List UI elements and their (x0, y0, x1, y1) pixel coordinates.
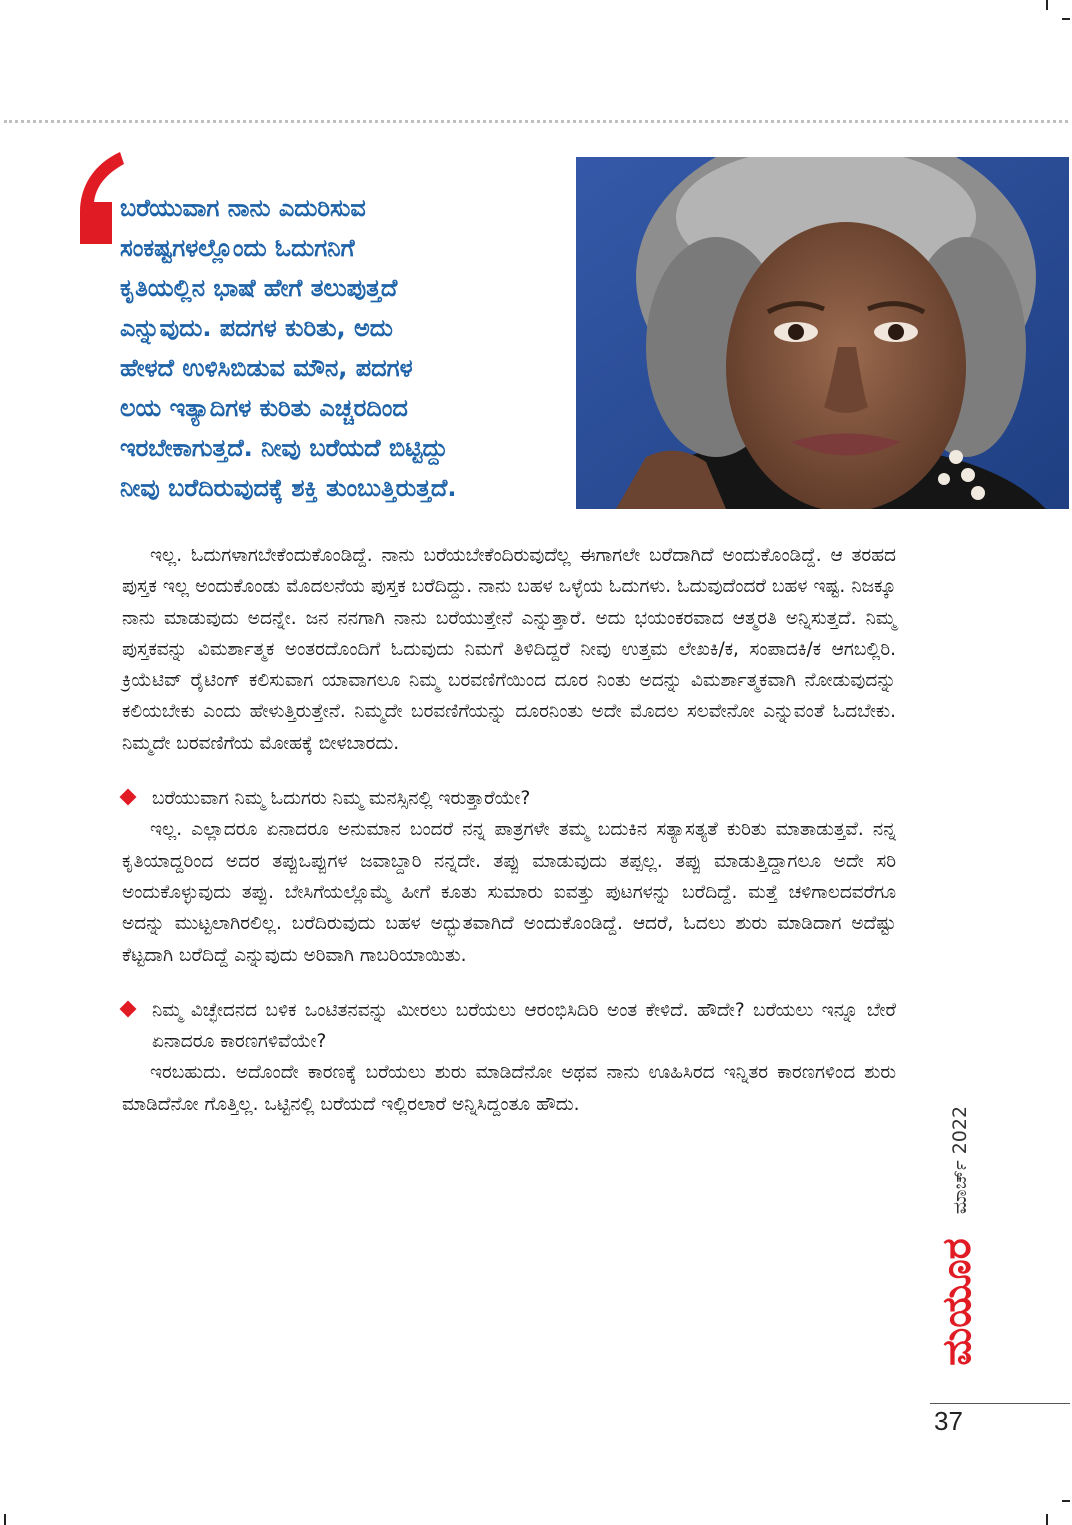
interview-question (122, 995, 896, 1058)
crop-mark (1046, 0, 1048, 10)
pull-quote-line: ಇರಬೇಕಾಗುತ್ತದೆ. ನೀವು ಬರೆಯದೆ ಬಿಟ್ಟಿದ್ದು (120, 434, 448, 462)
page-number: 37 (934, 1406, 963, 1436)
pull-quote-line: ಲಯ ಇತ್ಯಾದಿಗಳ ಕುರಿತು ಎಚ್ಚರದಿಂದ (120, 394, 408, 422)
magazine-name: ಮಯೂರ (934, 1238, 980, 1366)
pull-quote-line: ಕೃತಿಯಲ್ಲಿನ ಭಾಷೆ ಹೇಗೆ ತಲುಪುತ್ತದೆ (120, 274, 398, 302)
article-paragraph: ಇರಬಹುದು. ಅದೊಂದೇ ಕಾರಣಕ್ಕೆ ಬರೆಯಲು ಶುರು ಮಾಡಿದೆನೋ ಅಥವ ನಾನು ಊಹಿಸಿರದ ಇನ್ನಿತರ ಕಾರಣಗಳಿಂದ ಶುರು ಮಾಡಿದೆನೋ ಗೊತ್ತಿಲ್ಲ. ಒಟ್ಟಿನಲ್ಲಿ ಬರೆಯದೆ ಇಲ್ಲಿರಲಾರೆ ಅನ್ನಿಸಿದ್ದಂತೂ ಹೌದು. (122, 1062, 896, 1115)
pull-quote-line: ನೀವು ಬರೆದಿರುವುದಕ್ಕೆ ಶಕ್ತಿ ತುಂಬುತ್ತಿರುತ್ತದೆ. (120, 474, 457, 502)
crop-mark (1062, 18, 1070, 20)
article-body (122, 540, 896, 1120)
pull-quote-line: ಸಂಕಷ್ಟಗಳಲ್ಲೊಂದು ಓದುಗನಿಗೆ (120, 234, 355, 262)
question-text: ನಿಮ್ಮ ವಿಚ್ಛೇದನದ ಬಳಿಕ ಒಂಟಿತನವನ್ನು ಮೀರಲು ಬರೆಯಲು ಆರಂಭಿಸಿದಿರಿ ಅಂತ ಕೇಳಿದೆ. ಹೌದೇ? ಬರೆಯಲು ಇನ್ನೂ ಬೇರೆ ಏನಾದರೂ ಕಾರಣಗಳಿವೆಯೇ? (152, 999, 896, 1053)
issue-date: ಮಾರ್ಚ್ 2022 (949, 1105, 971, 1215)
crop-mark (1046, 1514, 1048, 1525)
pull-quote-line: ಬರೆಯುವಾಗ ನಾನು ಎದುರಿಸುವ (120, 194, 366, 222)
pull-quote-line: ಎನ್ನುವುದು. ಪದಗಳ ಕುರಿತು, ಅದು (120, 314, 393, 342)
author-portrait (576, 157, 1069, 509)
pull-quote-line: ಹೇಳದೆ ಉಳಿಸಿಬಿಡುವ ಮೌನ, ಪದಗಳ (120, 354, 413, 382)
pull-quote (120, 188, 570, 508)
page-number-rule (930, 1403, 1070, 1404)
diamond-bullet-icon (120, 1000, 137, 1017)
crop-mark (1062, 1500, 1070, 1502)
interview-question (122, 783, 896, 814)
question-text: ಬರೆಯುವಾಗ ನಿಮ್ಮ ಓದುಗರು ನಿಮ್ಮ ಮನಸ್ಸಿನಲ್ಲಿ ಇರುತ್ತಾರೆಯೇ? (152, 788, 531, 810)
article-paragraph: ಇಲ್ಲ. ಎಲ್ಲಾದರೂ ಏನಾದರೂ ಅನುಮಾನ ಬಂದರೆ ನನ್ನ ಪಾತ್ರಗಳೇ ತಮ್ಮ ಬದುಕಿನ ಸತ್ಯಾಸತ್ಯತೆ ಕುರಿತು ಮಾತಾಡುತ್ತವೆ. ನನ್ನ ಕೃತಿಯಾದ್ದರಿಂದ ಅದರ ತಪ್ಪುಒಪ್ಪುಗಳ ಜವಾಬ್ದಾರಿ ನನ್ನದೇ. ತಪ್ಪು ಮಾಡುವುದು ತಪ್ಪಲ್ಲ. ತಪ್ಪು ಮಾಡುತ್ತಿದ್ದಾಗಲೂ ಅದೇ ಸರಿ ಅಂದುಕೊಳ್ಳುವುದು ತಪ್ಪು. ಬೇಸಿಗೆಯಲ್ಲೊಮ್ಮೆ ಹೀಗೆ ಕೂತು ಸುಮಾರು ಐವತ್ತು ಪುಟಗಳನ್ನು ಬರೆದಿದ್ದೆ. ಮತ್ತೆ ಚಳಿಗಾಲದವರೆಗೂ ಅದನ್ನು ಮುಟ್ಟಲಾಗಿರಲಿಲ್ಲ. ಬರೆದಿರುವುದು ಬಹಳ ಅದ್ಭುತವಾಗಿದೆ ಅಂದುಕೊಂಡಿದ್ದೆ. ಆದರೆ, ಓದಲು ಶುರು ಮಾಡಿದಾಗ ಅದೆಷ್ಟು ಕೆಟ್ಟದಾಗಿ ಬರೆದಿದ್ದೆ ಎನ್ನುವುದು ಅರಿವಾಗಿ ಗಾಬರಿಯಾಯಿತು. (122, 819, 896, 966)
article-paragraph: ಇಲ್ಲ. ಓದುಗಳಾಗಬೇಕೆಂದುಕೊಂಡಿದ್ದೆ. ನಾನು ಬರೆಯಬೇಕೆಂದಿರುವುದೆಲ್ಲ ಈಗಾಗಲೇ ಬರೆದಾಗಿದೆ ಅಂದುಕೊಂಡಿದ್ದೆ. ಆ ತರಹದ ಪುಸ್ತಕ ಇಲ್ಲ ಅಂದುಕೊಂಡು ಮೊದಲನೆಯ ಪುಸ್ತಕ ಬರೆದಿದ್ದು. ನಾನು ಬಹಳ ಒಳ್ಳೆಯ ಓದುಗಳು. ಓದುವುದೆಂದರೆ ಬಹಳ ಇಷ್ಟ. ನಿಜಕ್ಕೂ ನಾನು ಮಾಡುವುದು ಅದನ್ನೇ. ಜನ ನನಗಾಗಿ ನಾನು ಬರೆಯುತ್ತೇನೆ ಎನ್ನುತ್ತಾರೆ. ಅದು ಭಯಂಕರವಾದ ಆತ್ಮರತಿ ಅನ್ನಿಸುತ್ತದೆ. ನಿಮ್ಮ ಪುಸ್ತಕವನ್ನು ವಿಮರ್ಶಾತ್ಮಕ ಅಂತರದೊಂದಿಗೆ ಓದುವುದು ನಿಮಗೆ ತಿಳಿದಿದ್ದರೆ ನೀವು ಉತ್ತಮ ಲೇಖಕಿ/ಕ, ಸಂಪಾದಕಿ/ಕ ಆಗಬಲ್ಲಿರಿ. ಕ್ರಿಯೆಟಿವ್ ರೈಟಿಂಗ್ ಕಲಿಸುವಾಗ ಯಾವಾಗಲೂ ನಿಮ್ಮ ಬರವಣಿಗೆಯಿಂದ ದೂರ ನಿಂತು ಅದನ್ನು ವಿಮರ್ಶಾತ್ಮಕವಾಗಿ ನೋಡುವುದನ್ನು ಕಲಿಯಬೇಕು ಎಂದು ಹೇಳುತ್ತಿರುತ್ತೇನೆ. ನಿಮ್ಮದೇ ಬರವಣಿಗೆಯನ್ನು ದೂರನಿಂತು ಅದೇ ಮೊದಲ ಸಲವೇನೋ ಎನ್ನುವಂತೆ ಓದಬೇಕು. ನಿಮ್ಮದೇ ಬರವಣಿಗೆಯ ಮೋಹಕ್ಕೆ ಬೀಳಬಾರದು. (122, 545, 896, 754)
diamond-bullet-icon (120, 789, 137, 806)
dotted-separator (4, 120, 1068, 123)
crop-mark (4, 1514, 6, 1525)
